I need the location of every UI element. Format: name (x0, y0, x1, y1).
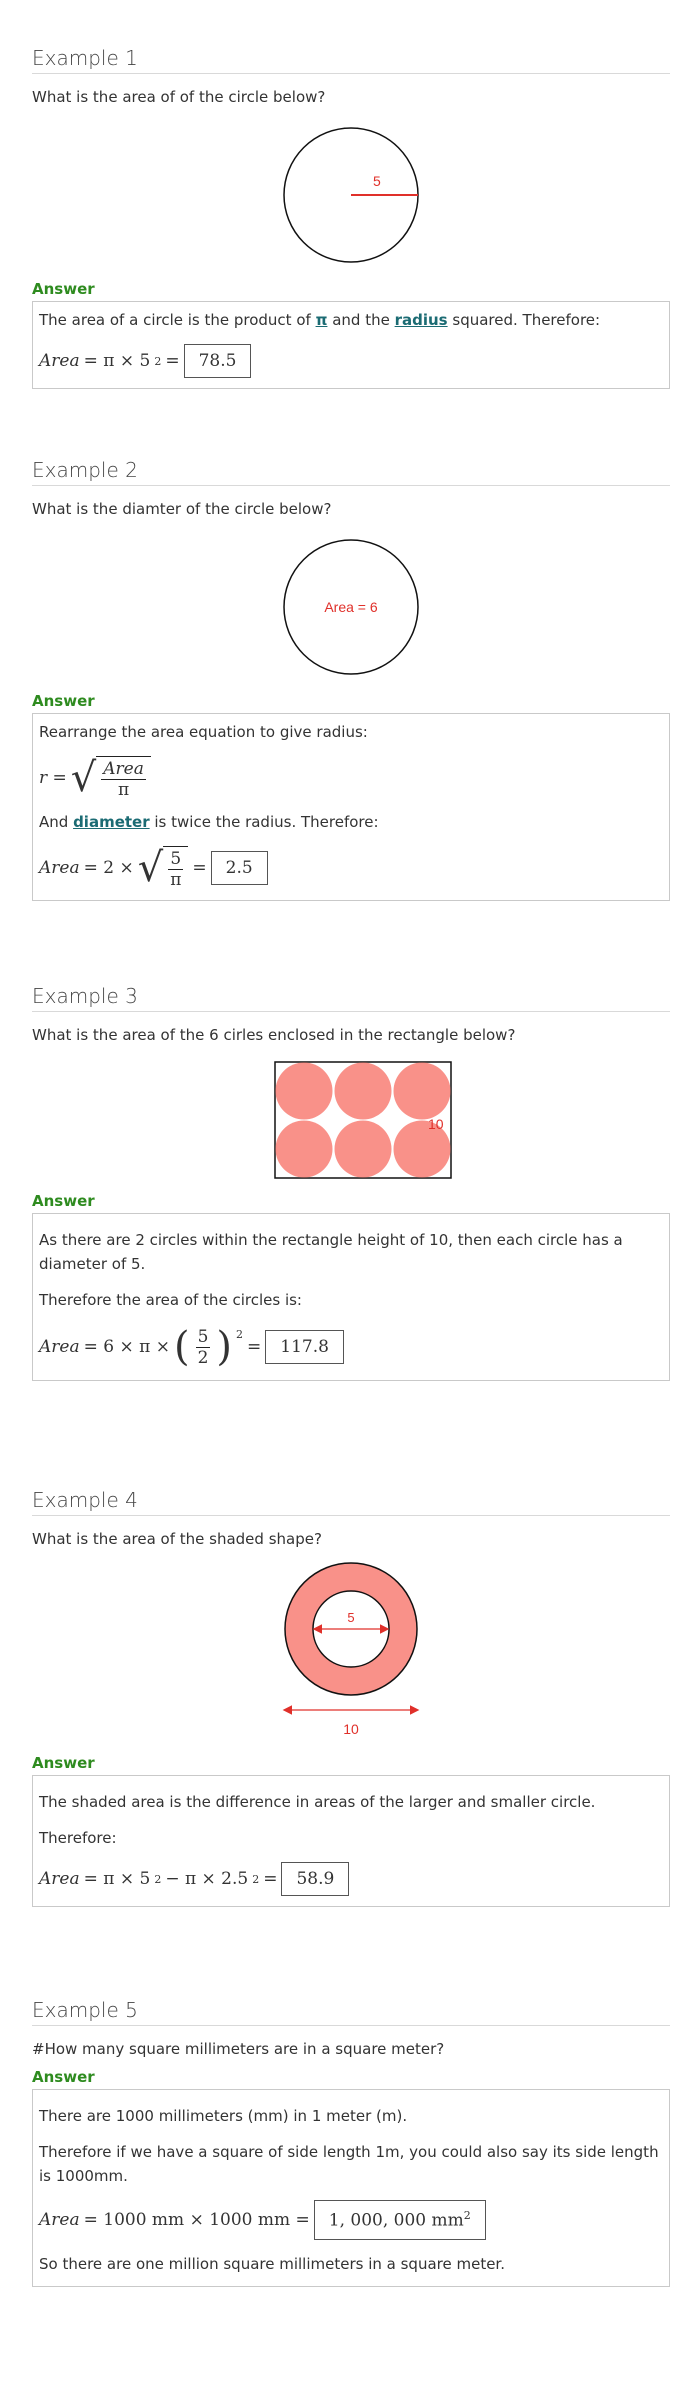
question: What is the area of the shaded shape? (32, 1530, 322, 1548)
answer-box (32, 2089, 670, 2287)
example-2 (32, 458, 670, 901)
example-title: Example 5 (32, 1998, 670, 2026)
circle-figure (276, 120, 426, 270)
answer-text: The shaded area is the difference in areas of the larger and smaller circle. (39, 1793, 596, 1811)
example-1 (32, 46, 670, 389)
question: What is the diamter of the circle below? (32, 500, 332, 518)
circle-figure (276, 532, 426, 682)
example-title: Example 4 (32, 1488, 670, 1516)
question: What is the area of the 6 cirles enclosed in the rectangle below? (32, 1026, 516, 1044)
question: #How many square millimeters are in a square meter? (32, 2040, 445, 2058)
inner-diameter-label: 5 (347, 1610, 355, 1625)
equation: Area = 6 × π × ( $\frac{5}{2}$ ) $^2$ = 117.8 (39, 1324, 663, 1370)
answer-label: Answer (32, 2068, 95, 2086)
radius-link[interactable]: radius (394, 311, 448, 329)
question: What is the area of of the circle below? (32, 88, 326, 106)
answer-box (32, 1213, 670, 1381)
result-box: 78.5 (184, 344, 252, 378)
answer-label: Answer (32, 1192, 95, 1210)
result-box: 117.8 (265, 1330, 344, 1364)
answer-label: Answer (32, 1754, 95, 1772)
example-title: Example 2 (32, 458, 670, 486)
answer-text: Rearrange the area equation to give radius: (39, 723, 368, 741)
outer-diameter-label: 10 (343, 1721, 359, 1737)
answer-label: Answer (32, 280, 95, 298)
example-3 (32, 984, 670, 1381)
area-label: Area = 6 (324, 599, 378, 615)
answer-text-2: Therefore the area of the circles is: (39, 1291, 302, 1309)
radius-equation: r = √ $\frac{\text{Area}}{\pi}$ (39, 756, 663, 800)
answer-text-2: And diameter is twice the radius. Therefore: (39, 813, 379, 831)
example-title: Example 3 (32, 984, 670, 1012)
equation: Area = π × 5 2 − π × 2.5 2 = 58.9 (39, 1862, 663, 1896)
answer-box (32, 301, 670, 389)
result-box: 2.5 (211, 851, 268, 885)
result-box: 1, 000, 000 $mm^2$ (314, 2200, 486, 2240)
equation: Area = 1000 mm × 1000 mm = 1, 000, 000 $mm^2$ (39, 2200, 663, 2240)
result-box: 58.9 (281, 1862, 349, 1896)
radius-label: 5 (373, 173, 381, 189)
example-title: Example 1 (32, 46, 670, 74)
diameter-link[interactable]: diameter (73, 813, 150, 831)
answer-text-2: Therefore if we have a square of side length 1m, you could also say its side length is 1000mm. (39, 2143, 659, 2185)
answer-text: The area of a circle is the product of π and the radius squared. Therefore: (39, 311, 601, 329)
answer-text-2: Therefore: (39, 1829, 117, 1847)
example-4 (32, 1488, 670, 1907)
answer-label: Answer (32, 692, 95, 710)
equation: Area = 2 × √ $\frac{5}{\pi}$ = 2.5 (39, 846, 663, 890)
answer-box (32, 713, 670, 901)
annulus-figure (271, 1562, 431, 1744)
equation: Area = π × 5 2 = 78.5 (39, 344, 663, 378)
example-5 (32, 1998, 670, 2287)
pi-link[interactable]: π (315, 311, 328, 329)
answer-text: As there are 2 circles within the rectangle height of 10, then each circle has a diameter of 5. (39, 1231, 623, 1273)
height-label: 10 (428, 1116, 444, 1132)
answer-box (32, 1775, 670, 1907)
answer-text: There are 1000 millimeters (mm) in 1 meter (m). (39, 2107, 408, 2125)
answer-text-3: So there are one million square millimeters in a square meter. (39, 2254, 505, 2273)
